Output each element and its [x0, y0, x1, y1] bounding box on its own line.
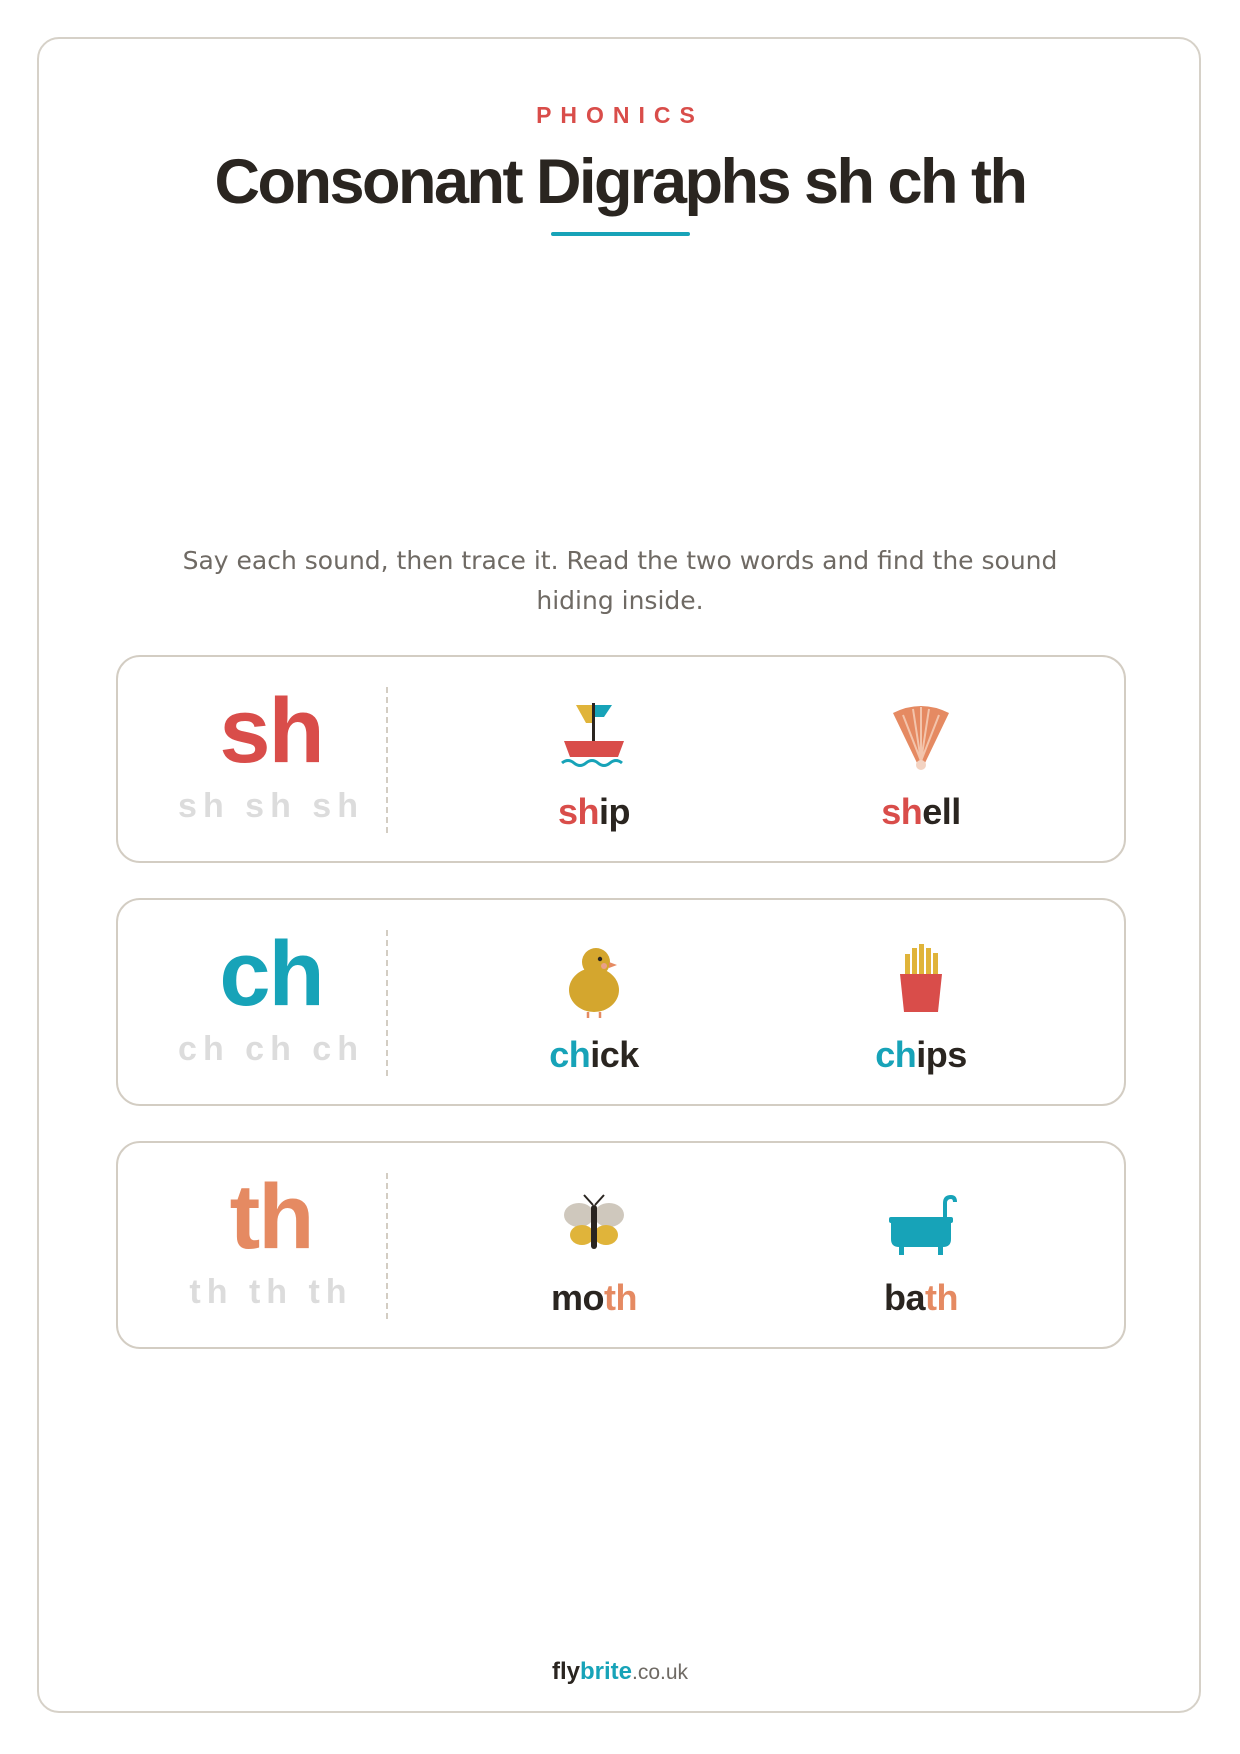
word-shell	[801, 697, 1041, 847]
brand-domain: .co.uk	[632, 1661, 689, 1684]
word-part: mo	[551, 1277, 604, 1318]
chick-icon	[554, 940, 634, 1020]
digraph-letters: th	[229, 1166, 313, 1268]
digraph-letters: ch	[219, 923, 323, 1025]
page-title: Consonant Digraphs sh ch th	[214, 147, 1026, 217]
brand-brite: brite	[579, 1658, 632, 1685]
trace-letters: th th th	[189, 1273, 353, 1311]
word-moth	[474, 1183, 714, 1333]
digraph-card-ch	[116, 898, 1126, 1106]
word-part: th	[925, 1277, 958, 1318]
word-part: ch	[549, 1034, 591, 1075]
word-part: ba	[884, 1277, 926, 1318]
word-label	[474, 1277, 714, 1319]
shell-icon	[881, 697, 961, 777]
word-part: sh	[881, 791, 923, 832]
bathtub-icon	[881, 1183, 961, 1263]
word-part: sh	[557, 791, 599, 832]
footer-brand	[0, 1658, 1240, 1686]
word-part: th	[604, 1277, 637, 1318]
instructions-text: Say each sound, then trace it. Read the two words and find the sound hiding inside.	[182, 546, 1058, 615]
card-divider	[386, 930, 388, 1076]
trace-letters: sh sh sh	[178, 787, 364, 825]
digraph-letters: sh	[219, 680, 323, 782]
eyebrow-label: PHONICS	[536, 102, 704, 128]
chips-icon	[881, 940, 961, 1020]
brand-fly: fly	[551, 1658, 580, 1685]
word-chick	[474, 940, 714, 1090]
worksheet-frame	[37, 37, 1201, 1713]
word-label	[801, 1034, 1041, 1076]
word-part: ick	[590, 1034, 639, 1075]
word-label	[801, 1277, 1041, 1319]
word-bath	[801, 1183, 1041, 1333]
card-divider	[386, 1173, 388, 1319]
word-part: ell	[922, 791, 961, 832]
moth-icon	[554, 1183, 634, 1263]
sailboat-icon	[554, 697, 634, 777]
title-underline	[551, 232, 690, 236]
word-part: ch	[875, 1034, 917, 1075]
word-part: ip	[599, 791, 630, 832]
digraph-card-sh	[116, 655, 1126, 863]
word-ship	[474, 697, 714, 847]
card-divider	[386, 687, 388, 833]
trace-letters: ch ch ch	[178, 1030, 364, 1068]
word-chips	[801, 940, 1041, 1090]
word-part: ips	[916, 1034, 967, 1075]
word-label	[474, 1034, 714, 1076]
digraph-card-th	[116, 1141, 1126, 1349]
word-label	[801, 791, 1041, 833]
word-label	[474, 791, 714, 833]
